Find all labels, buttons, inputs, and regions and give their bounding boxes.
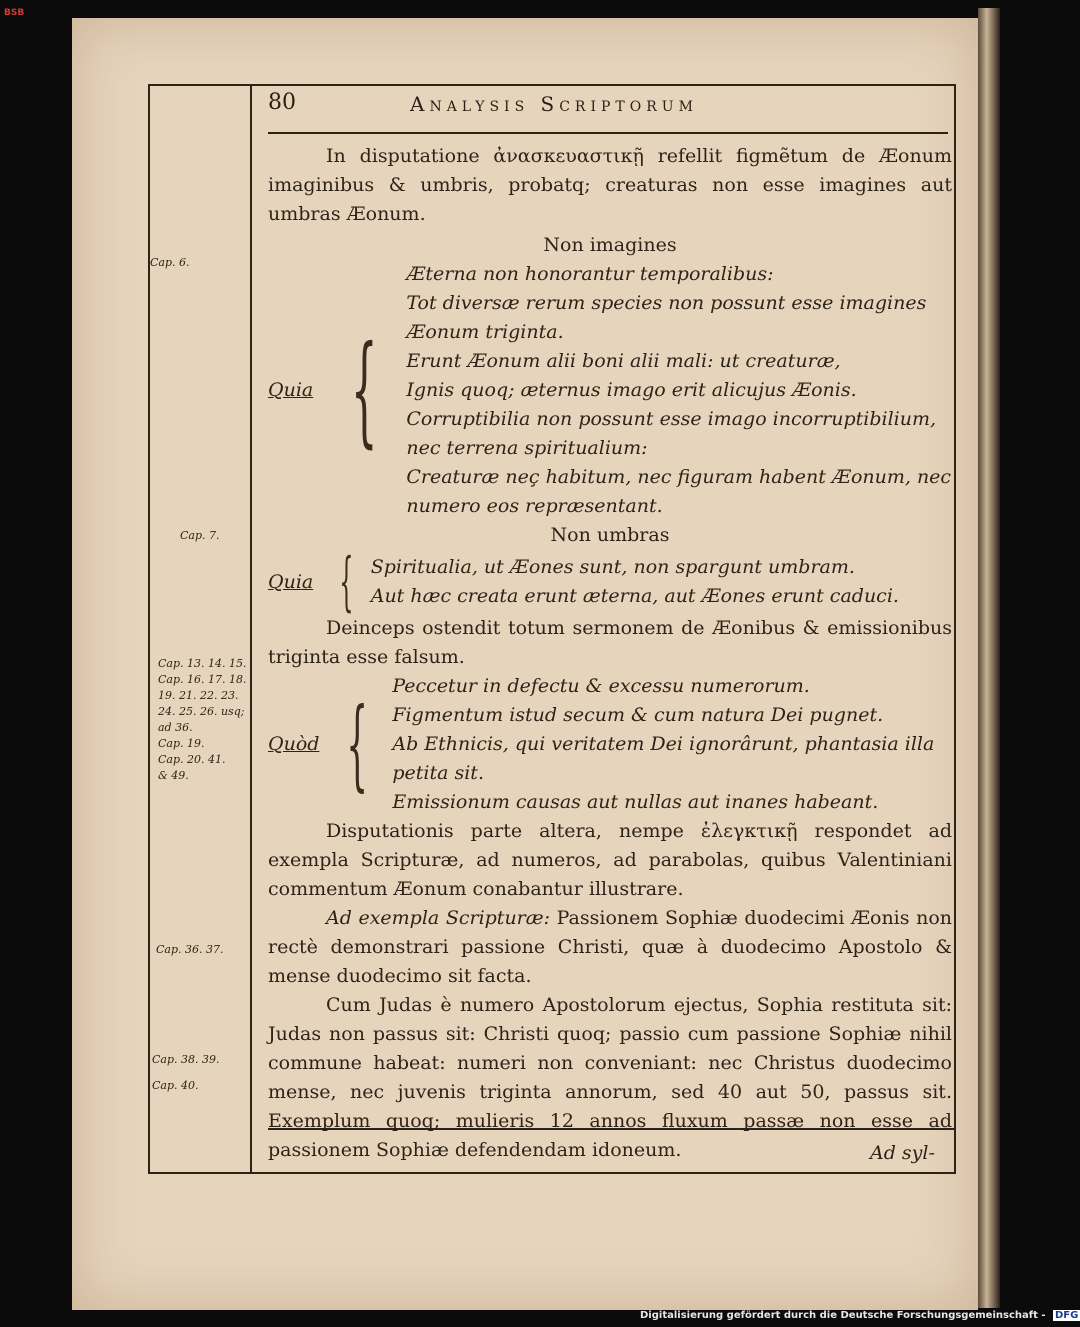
margin-divider	[250, 84, 252, 1174]
marginal-note	[150, 255, 250, 271]
heading-non-umbras: Non umbras	[550, 524, 670, 546]
quod-list	[268, 672, 952, 817]
footer-text: Digitalisierung gefördert durch die Deutsche Forschungsgemeinschaft -	[640, 1310, 1046, 1321]
list-item: Peccetur in defectu & excessu numerorum.	[392, 675, 810, 697]
margin-note-line: 24. 25. 26. usq;	[158, 705, 245, 718]
margin-note-line: & 49.	[158, 769, 189, 782]
page-number: 80	[268, 90, 296, 115]
margin-note-line: Cap. 20. 41.	[158, 753, 226, 766]
paragraph-disputationis: Disputationis parte altera, nempe ἐλεγκτικῇ respondet ad exempla Scripturæ, ad numeros, ad parabolas, quibus Valentiniani commentum Æonum conabantur illustrare.	[268, 820, 952, 900]
marginal-note	[152, 1052, 252, 1068]
header-rule	[268, 132, 948, 134]
list-item: Spiritualia, ut Æones sunt, non spargunt umbram.	[370, 556, 855, 578]
list-item: Tot diversæ rerum species non possunt esse imagines Æonum triginta.	[406, 292, 927, 343]
page-edge	[978, 8, 1000, 1308]
margin-note-cap36: Cap. 36. 37.	[156, 943, 224, 956]
margin-note-line: Cap. 13. 14. 15.	[158, 657, 247, 670]
marginal-note	[180, 528, 280, 544]
brace-icon: {	[346, 687, 369, 802]
list-item: Creaturæ neç habitum, nec figuram habent Æonum, nec numero eos repræsentant.	[406, 466, 952, 517]
list-item: Emissionum causas aut nullas aut inanes habeant.	[392, 791, 879, 813]
margin-note-cap40: Cap. 40.	[152, 1079, 199, 1092]
list-item: Corruptibilia non possunt esse imago incorruptibilium, nec terrena spiritualium:	[406, 408, 937, 459]
list-item: Aut hæc creata erunt æterna, aut Æones erunt caduci.	[370, 585, 899, 607]
margin-note-line: 19. 21. 22. 23.	[158, 689, 239, 702]
library-label: BSB	[4, 8, 25, 18]
quia-label: Quia	[268, 379, 314, 401]
top-rule	[150, 84, 956, 86]
page-header	[268, 88, 950, 118]
left-frame	[148, 84, 150, 1174]
list-item: Ab Ethnicis, qui veritatem Dei ignorârunt, phantasia illa petita sit.	[392, 733, 935, 784]
running-head: Analysis Scriptorum	[410, 92, 698, 116]
paragraph-intro: In disputatione ἀνασκευαστικῇ refellit figmẽtum de Æonum imaginibus & umbris, probatq; creaturas non esse imagines aut umbras Æonum.	[268, 145, 952, 225]
margin-note-cap7: Cap. 7.	[180, 529, 220, 542]
list-item: Figmentum istud secum & cum natura Dei pugnet.	[392, 704, 884, 726]
brace-icon: {	[339, 545, 354, 619]
quia-list-2	[268, 545, 952, 619]
exempla-lead: Ad exempla Scripturæ:	[326, 907, 551, 929]
list-item: Ignis quoq; æternus imago erit alicujus Æonis.	[406, 379, 857, 401]
marginal-note-group	[158, 656, 258, 784]
margin-note-cap38: Cap. 38. 39.	[152, 1053, 220, 1066]
margin-note-line: ad 36.	[158, 721, 193, 734]
marginal-note	[156, 942, 256, 958]
margin-note-line: Cap. 19.	[158, 737, 205, 750]
right-frame	[954, 84, 956, 1174]
paragraph-deinceps: Deinceps ostendit totum sermonem de Æonibus & emissionibus triginta esse falsum.	[268, 617, 952, 668]
quia-list-1	[268, 260, 952, 521]
margin-note-cap6: Cap. 6.	[150, 256, 190, 269]
exempla-text: Passionem Sophiæ duodecimi Æonis non rectè demonstrari passione Christi, quæ à duodecimo Apostolo & mense duodecimo sit facta.	[268, 907, 952, 987]
paragraph-exempla	[268, 904, 952, 991]
brace-icon: {	[350, 320, 378, 460]
list-item: Erunt Æonum alii boni alii mali: ut creaturæ,	[406, 350, 841, 372]
marginal-note	[152, 1078, 252, 1094]
margin-note-line: Cap. 16. 17. 18.	[158, 673, 247, 686]
catchword: Ad syl-	[870, 1142, 935, 1164]
main-text	[268, 142, 952, 1165]
quia-label: Quia	[268, 570, 314, 593]
funding-footer	[640, 1310, 1080, 1321]
list-item: Æterna non honorantur temporalibus:	[406, 263, 774, 285]
dfg-logo: DFG	[1055, 1310, 1079, 1321]
bottom-rule	[148, 1172, 956, 1174]
heading-non-imagines: Non imagines	[543, 234, 677, 256]
quod-label: Quòd	[268, 733, 320, 755]
paragraph-judas: Cum Judas è numero Apostolorum ejectus, Sophia restituta sit: Judas non passus sit: Christi quoq; passio cum passione Sophiæ nihil commune habeat: numeri non conveniant: nec Christus duodecimo mense, nec juvenis triginta annorum, sed 40 aut 50, passus sit. Exemplum quoq; mulieris 12 annos fluxum passæ non esse ad passionem Sophiæ defendendam idoneum.	[268, 994, 952, 1161]
